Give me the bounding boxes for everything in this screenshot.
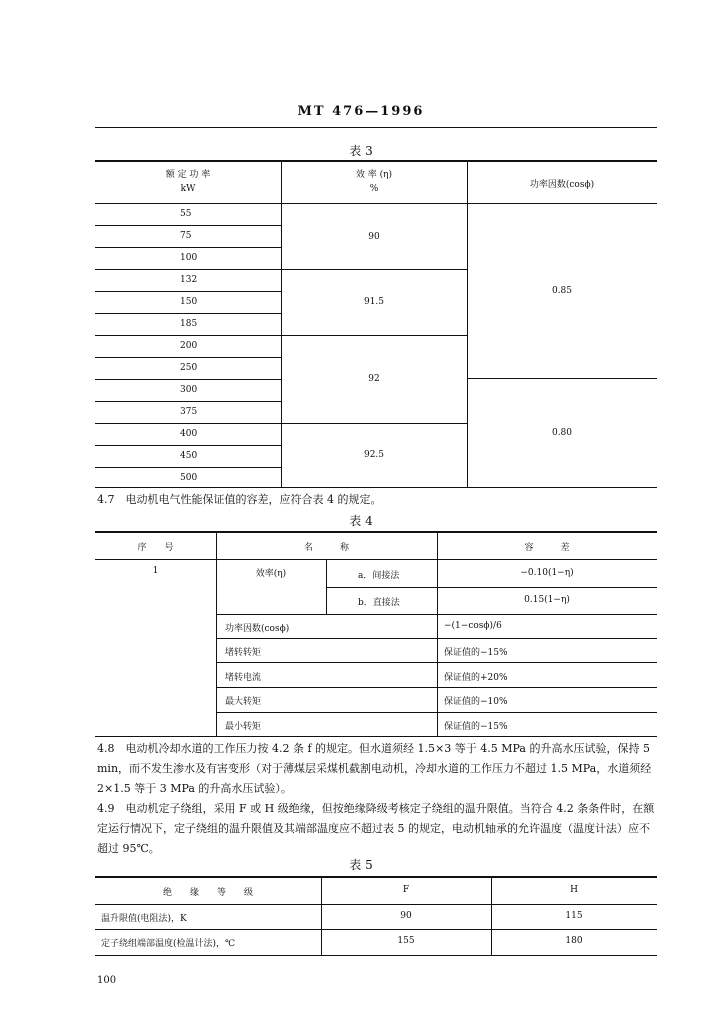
table4-b: b．直接法 <box>358 598 400 608</box>
table3-top-rule <box>95 160 657 162</box>
table5-top-rule <box>95 876 657 878</box>
table5-r2-h: 180 <box>565 936 583 946</box>
power-value: 132 <box>180 275 198 285</box>
table4-top-rule <box>95 531 657 533</box>
table3-h-power-unit: kW <box>180 184 196 194</box>
table5-r1-h: 115 <box>565 911 583 921</box>
eff-value: 92.5 <box>363 450 385 460</box>
row-rule <box>95 291 281 292</box>
pf-value: 0.80 <box>551 428 573 438</box>
table5-r2: 定子绕组端部温度(检温计法)，℃ <box>101 939 236 949</box>
row-rule <box>95 357 281 358</box>
table4-row-tol: 保证值的−15% <box>444 648 508 658</box>
row-rule <box>95 247 281 248</box>
row-rule <box>95 445 281 446</box>
row-rule <box>95 379 281 380</box>
table4-a: a．间接法 <box>358 571 400 581</box>
pf-value: 0.85 <box>551 286 573 296</box>
table4-vline-1 <box>216 531 217 737</box>
table5-r1: 温升限值(电阻法)，K <box>101 914 187 924</box>
table4-row-name: 功率因数(cosϕ) <box>225 624 290 634</box>
power-value: 75 <box>180 231 192 241</box>
eff-value: 92 <box>368 374 380 384</box>
table4-a-tol: −0.10(1−η) <box>520 568 574 578</box>
table4-rule <box>216 614 657 615</box>
eff-value: 90 <box>368 232 380 242</box>
power-value: 375 <box>180 407 198 417</box>
table4-row-name: 堵转电流 <box>225 673 262 683</box>
eff-value: 91.5 <box>363 297 385 307</box>
header-rule <box>95 127 657 128</box>
table4-row-tol: 保证值的+20% <box>444 673 508 683</box>
power-value: 500 <box>180 473 198 483</box>
power-value: 100 <box>180 253 198 263</box>
table4-rule <box>216 662 657 663</box>
table3-h-power: 额 定 功 率 <box>165 170 211 180</box>
table4-rule <box>216 687 657 688</box>
table4-h-tol: 容 差 <box>524 543 570 553</box>
table3-vline-1 <box>281 160 282 488</box>
power-value: 400 <box>180 429 198 439</box>
power-value: 150 <box>180 297 198 307</box>
table3-bottom-rule <box>95 487 657 488</box>
table4-bottom-rule <box>95 736 657 737</box>
table5-rule <box>95 929 657 930</box>
table3-vline-2 <box>467 160 468 488</box>
power-value: 55 <box>180 209 192 219</box>
power-value: 250 <box>180 363 198 373</box>
power-value: 450 <box>180 451 198 461</box>
table4-row-tol: 保证值的−15% <box>444 722 508 732</box>
table3-head-rule-2 <box>467 203 657 204</box>
table3-caption: 表 3 <box>349 144 373 158</box>
table5-caption: 表 5 <box>349 858 373 872</box>
table4-row-tol: −(1−cosϕ)/6 <box>444 621 502 631</box>
table4-eff: 效率(η) <box>255 569 287 579</box>
section-4-8: 4.8 电动机冷却水道的工作压力按 4.2 条 f 的规定。但水道须经 1.5×3 等于 4.5 MPa 的升高水压试验，保持 5 min，而不发生渗水及有害变形（对于薄煤层采煤机截割电动机，冷却水道的工作压力不超过 1.5 MPa，水道须经 2×1.5 等于 3 MPa 的升高水压试验）。 <box>97 742 652 795</box>
table4-rule <box>216 712 657 713</box>
group-rule <box>95 423 467 424</box>
table3-h-eff-unit: % <box>369 184 379 194</box>
table4-row-name: 最小转矩 <box>225 722 262 732</box>
table4-rule <box>216 638 657 639</box>
table5-h-h: H <box>570 885 578 895</box>
table4-caption: 表 4 <box>349 514 373 528</box>
table3-h-pf: 功率因数(cosϕ) <box>529 180 595 190</box>
group-rule <box>95 269 467 270</box>
table4-b-tol: 0.15(1−η) <box>524 595 570 605</box>
page-number: 100 <box>97 975 117 986</box>
table5-r1-f: 90 <box>400 911 412 921</box>
table4-h-no: 序 号 <box>137 543 174 553</box>
table5-rule <box>95 904 657 905</box>
table4-row-name: 堵转转矩 <box>225 648 262 658</box>
table5-r2-f: 155 <box>397 936 415 946</box>
group-rule <box>95 335 467 336</box>
table5-bottom-rule <box>95 955 657 956</box>
section-4-9: 4.9 电动机定子绕组，采用 F 或 H 级绝缘，但按绝缘降级考核定子绕组的温升限值。当符合 4.2 条条件时，在额定运行情况下，定子绕组的温升限值及其端部温度应不超过表 5 的规定，电动机轴承的允许温度（温度计法）应不超过 95℃。 <box>97 802 655 855</box>
table3-head-rule <box>95 203 467 204</box>
power-value: 300 <box>180 385 198 395</box>
table4-no1: 1 <box>152 566 159 576</box>
table5-h-class: 绝 缘 等 级 <box>162 888 253 898</box>
table4-row-tol: 保证值的−10% <box>444 697 508 707</box>
row-rule <box>95 401 281 402</box>
pf-rule <box>467 378 657 379</box>
power-value: 200 <box>180 341 198 351</box>
table4-head-rule <box>95 559 657 560</box>
row-rule <box>95 467 281 468</box>
power-value: 185 <box>180 319 198 329</box>
row-rule <box>95 313 281 314</box>
table4-vline-2 <box>437 531 438 737</box>
table3-h-eff: 效 率 (η) <box>355 170 393 180</box>
table5-h-f: F <box>402 885 410 895</box>
table4-row-name: 最大转矩 <box>225 697 262 707</box>
page-header: MT 476—1996 <box>297 104 425 119</box>
row-rule <box>95 225 281 226</box>
table4-rule <box>326 587 657 588</box>
table4-h-name: 名 称 <box>303 543 349 553</box>
section-4-7: 4.7 电动机电气性能保证值的容差，应符合表 4 的规定。 <box>97 493 382 506</box>
